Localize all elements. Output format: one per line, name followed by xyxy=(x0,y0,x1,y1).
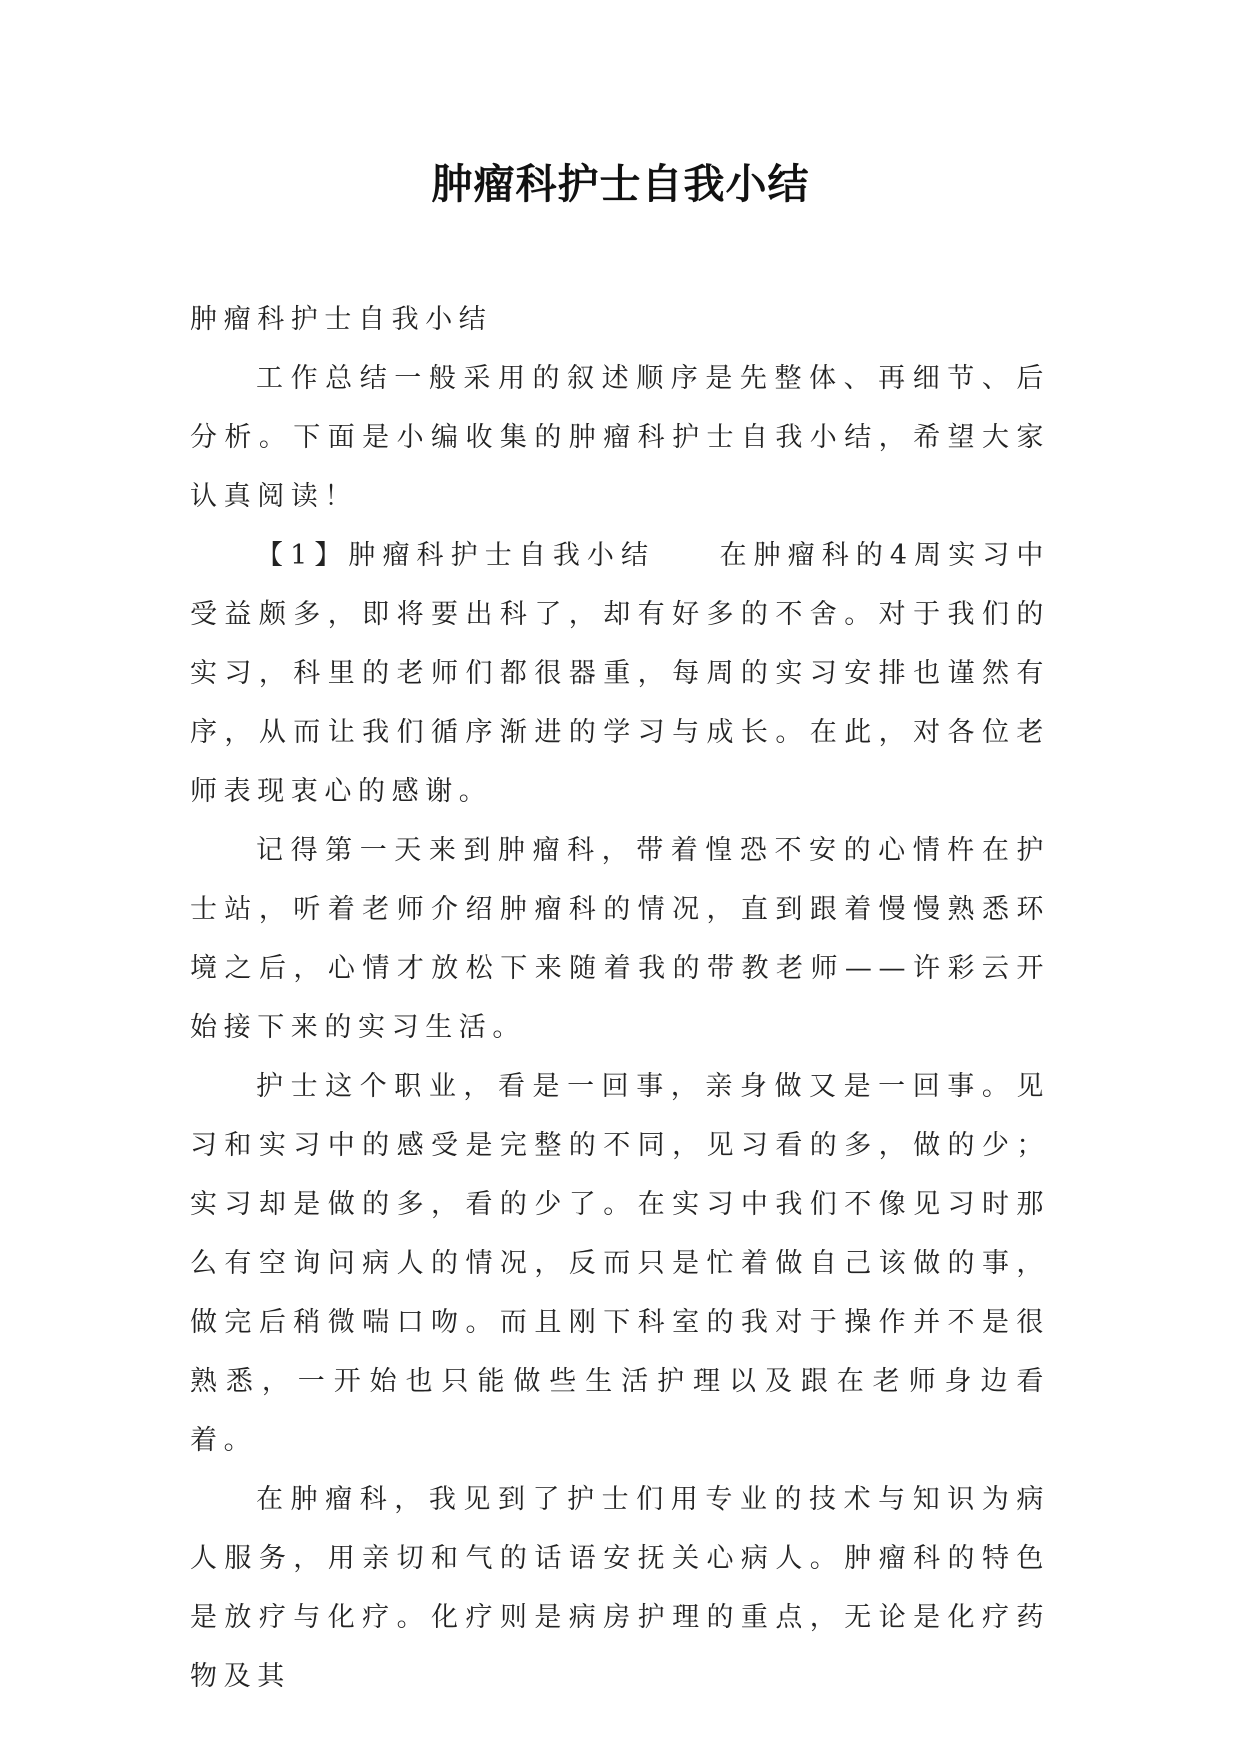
paragraph-2: 记得第一天来到肿瘤科，带着惶恐不安的心情杵在护士站，听着老师介绍肿瘤科的情况，直到跟着慢慢熟悉环境之后，心情才放松下来随着我的带教老师——许彩云开始接下来的实习生活。 xyxy=(190,835,1050,1043)
paragraph-4: 在肿瘤科，我见到了护士们用专业的技术与知识为病人服务，用亲切和气的话语安抚关心病人。肿瘤科的特色是放疗与化疗。化疗则是病房护理的重点，无论是化疗药物及其 xyxy=(190,1484,1050,1692)
document-subtitle: 肿瘤科护士自我小结 xyxy=(190,304,493,335)
section-heading: 【1】肿瘤科护士自我小结 xyxy=(256,540,656,571)
paragraph-3: 护士这个职业，看是一回事，亲身做又是一回事。见习和实习中的感受是完整的不同，见习看的多，做的少；实习却是做的多，看的少了。在实习中我们不像见习时那么有空询问病人的情况，反而只是忙着做自己该做的事，做完后稍微喘口吻。而且刚下科室的我对于操作并不是很熟悉，一开始也只能做些生活护理以及跟在老师身边看着。 xyxy=(190,1071,1050,1456)
intro-paragraph: 工作总结一般采用的叙述顺序是先整体、再细节、后分析。下面是小编收集的肿瘤科护士自我小结，希望大家认真阅读！ xyxy=(190,363,1050,512)
document-title: 肿瘤科护士自我小结 xyxy=(431,160,810,208)
section-1-text: 在肿瘤科的4周实习中受益颇多，即将要出科了，却有好多的不舍。对于我们的实习，科里的老师们都很器重，每周的实习安排也谨然有序，从而让我们循序渐进的学习与成长。在此，对各位老师表现衷心的感谢。 xyxy=(190,540,1050,807)
document-body xyxy=(190,290,1050,1706)
section-1-paragraph xyxy=(190,526,1050,821)
